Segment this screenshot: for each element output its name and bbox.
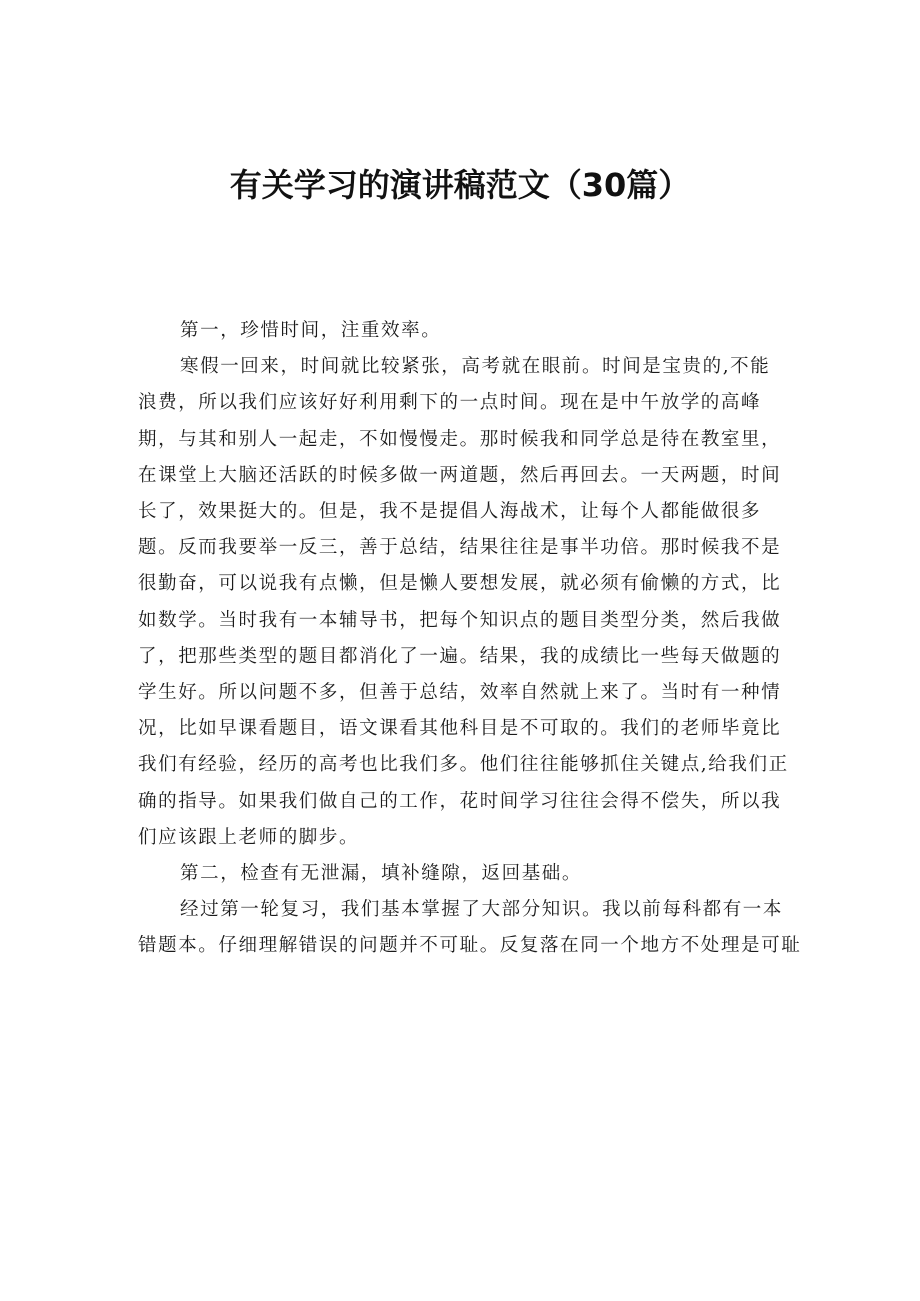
- body-line: 确的指导。如果我们做自己的工作，花时间学习往往会得不偿失，所以我: [138, 790, 782, 812]
- body-line: 第二，检查有无泄漏，填补缝隙，返回基础。: [180, 863, 583, 885]
- body-line: 很勤奋，可以说我有点懒，但是懒人要想发展，就必须有偷懒的方式，比: [138, 573, 782, 595]
- body-line: 如数学。当时我有一本辅导书，把每个知识点的题目类型分类，然后我做: [138, 609, 782, 631]
- body-line: 在课堂上大脑还活跃的时候多做一两道题，然后再回去。一天两题，时间: [138, 464, 782, 486]
- body-line: 了，把那些类型的题目都消化了一遍。结果，我的成绩比一些每天做题的: [138, 645, 782, 667]
- body-line: 寒假一回来，时间就比较紧张，高考就在眼前。时间是宝贵的,不能: [180, 356, 771, 378]
- body-line: 第一，珍惜时间，注重效率。: [180, 320, 442, 341]
- document-title: 有关学习的演讲稿范文（30篇）: [229, 166, 691, 204]
- body-line: 况，比如早课看题目，语文课看其他科目是不可取的。我们的老师毕竟比: [138, 718, 782, 740]
- body-line: 我们有经验，经历的高考也比我们多。他们往往能够抓住关键点,给我们正: [138, 754, 789, 776]
- body-line: 错题本。仔细理解错误的问题并不可耻。反复落在同一个地方不处理是可耻: [138, 935, 802, 957]
- body-line: 们应该跟上老师的脚步。: [138, 826, 360, 848]
- body-line: 题。反而我要举一反三，善于总结，结果往往是事半功倍。那时候我不是: [138, 537, 782, 559]
- body-line: 浪费，所以我们应该好好利用剩下的一点时间。现在是中午放学的高峰: [138, 392, 762, 414]
- body-line: 经过第一轮复习，我们基本掌握了大部分知识。我以前每科都有一本: [180, 899, 784, 921]
- body-line: 学生好。所以问题不多，但善于总结，效率自然就上来了。当时有一种情: [138, 682, 782, 704]
- body-line: 长了，效果挺大的。但是，我不是提倡人海战术，让每个人都能做很多: [138, 501, 762, 523]
- document-body: [138, 313, 802, 965]
- body-line: 期，与其和别人一起走，不如慢慢走。那时候我和同学总是待在教室里，: [138, 428, 782, 450]
